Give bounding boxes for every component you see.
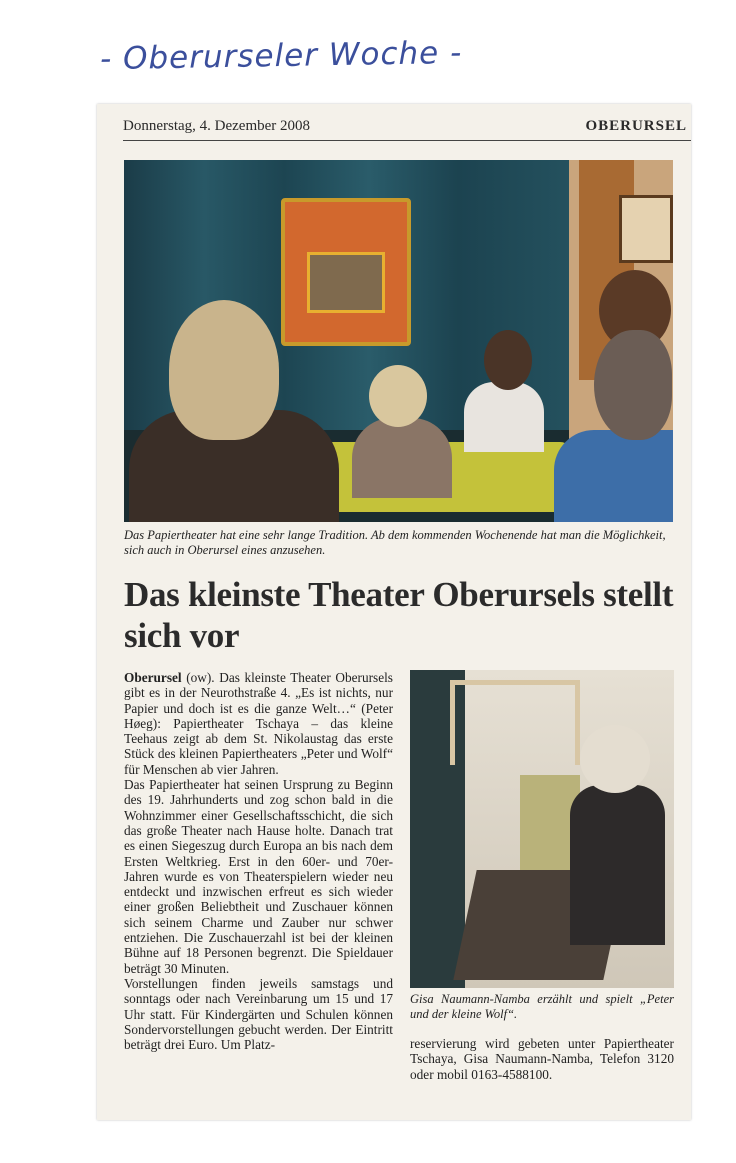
paragraph-3: Vorstellungen finden jeweils samstags und sonntags oder nach Vereinbarung um 15 und 17 Uhr statt. Für Kindergärten und Schulen können Sondervorstellungen gebucht werden. Der Eintritt beträgt drei Euro. Um Platz- [124, 975, 393, 1053]
girl-body [464, 382, 544, 452]
man-body [554, 430, 673, 522]
article-column-1 [124, 670, 393, 1052]
child-head [369, 365, 427, 427]
photo-caption: Das Papiertheater hat eine sehr lange Tradition. Ab dem kommenden Wochenende hat man die Möglichkeit, sich auch in Oberursel eines anzusehen. [124, 528, 666, 557]
date-line: Donnerstag, 4. Dezember 2008 [123, 118, 311, 134]
spectator-head [169, 300, 279, 440]
handwritten-note: - Oberurseler Woche - [99, 34, 463, 78]
paragraph-1 [124, 670, 393, 777]
article-headline: Das kleinste Theater Oberursels stellt sich vor [124, 575, 674, 655]
agency-tag: (ow). [181, 670, 220, 685]
performer-photo [410, 670, 674, 988]
audience-photo [124, 160, 673, 522]
newspaper-clipping [97, 104, 691, 1120]
dateline-place: Oberursel [124, 670, 182, 685]
man-head [594, 330, 672, 440]
header-rule [123, 140, 691, 141]
girl-head [484, 330, 532, 390]
article-column-2: reservierung wird gebeten unter Papiertheater Tschaya, Gisa Naumann-Namba, Telefon 3120 oder mobil 0163-4588100. [410, 1036, 674, 1082]
performer-body [570, 785, 665, 945]
paragraph-1-text: Das kleinste Theater Oberursels gibt es in der Neurothstraße 4. „Es ist nichts, nur Papier und doch ist es die ganze Welt…“ (Peter Høeg): Papiertheater Tschaya – das kleine Teehaus zeigt ab dem St. Nikolaustag das erste Stück des kleinen Papiertheaters „Peter und Wolf“ für Menschen ab vier Jahren. [124, 670, 393, 777]
wall-picture [619, 195, 673, 263]
section-title: OBERURSEL [585, 118, 687, 134]
child-body [352, 418, 452, 498]
performer-head [580, 725, 650, 793]
paper-theater [281, 198, 411, 346]
stage-frame [450, 680, 580, 765]
paper-theater-stage [307, 252, 385, 313]
paragraph-2: Das Papiertheater hat seinen Ursprung zu Beginn des 19. Jahrhunderts und zog schon bald in die Wohnzimmer einer Gesellschaftsschicht, die sich das große Theater nach Hause holte. Danach trat es einen Siegeszug durch Europa an bis nach dem Ersten Weltkrieg. Erst in den 60er- und 70er-Jahren wurde es von Theaterspielern wieder neu entdeckt und inzwischen erfreut es sich wieder einer großen Beliebtheit und Zuschauer können sich seinem Charme und Zauber nur schwer entziehen. Die Zuschauerzahl ist bei der kleinen Bühne auf 18 Personen begrenzt. Die Spieldauer beträgt 30 Minuten. [124, 777, 393, 976]
photo-caption-2: Gisa Naumann-Namba erzählt und spielt „Peter und der kleine Wolf“. [410, 992, 674, 1021]
